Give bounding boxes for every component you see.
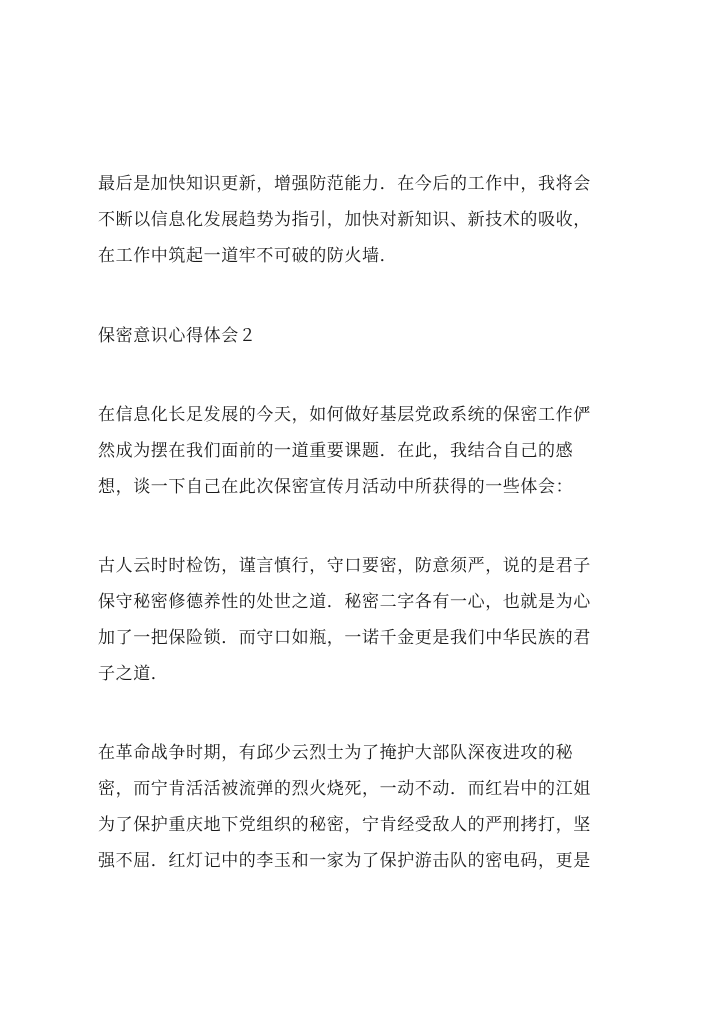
paragraph-line: 保守秘密修德养性的处世之道．秘密二字各有一心，也就是为心 bbox=[98, 592, 591, 612]
paragraph-line: 加了一把保险锁．而守口如瓶，一诺千金更是我们中华民族的君 bbox=[98, 628, 591, 648]
paragraph-line: 想，谈一下自己在此次保密宣传月活动中所获得的一些体会： bbox=[98, 477, 574, 497]
paragraph-line: 在工作中筑起一道牢不可破的防火墙． bbox=[98, 246, 398, 266]
paragraph-line: 在革命战争时期，有邱少云烈士为了掩护大部队深夜进攻的秘 bbox=[98, 743, 574, 763]
paragraph-line: 不断以信息化发展趋势为指引，加快对新知识、新技术的吸收， bbox=[98, 210, 591, 230]
paragraph-line: 然成为摆在我们面前的一道重要课题．在此，我结合自己的感 bbox=[98, 441, 574, 461]
section-heading bbox=[98, 318, 638, 354]
paragraph-line: 最后是加快知识更新，增强防范能力．在今后的工作中，我将会 bbox=[98, 174, 591, 194]
paragraph-line: 古人云时时检饬，谨言慎行，守口要密，防意须严，说的是君子 bbox=[98, 556, 591, 576]
paragraph-knowledge-update bbox=[98, 166, 638, 274]
paragraph-intro bbox=[98, 397, 638, 505]
paragraph-ancient-wisdom bbox=[98, 548, 638, 692]
paragraph-line: 在信息化长足发展的今天，如何做好基层党政系统的保密工作俨 bbox=[98, 405, 591, 425]
paragraph-line: 子之道． bbox=[98, 664, 169, 684]
paragraph-revolutionary-war bbox=[98, 735, 638, 879]
heading-text: 保密意识心得体会２ bbox=[98, 326, 257, 346]
paragraph-line: 密，而宁肯活活被流弹的烈火烧死，一动不动．而红岩中的江姐 bbox=[98, 779, 591, 799]
paragraph-line: 强不屈．红灯记中的李玉和一家为了保护游击队的密电码，更是 bbox=[98, 851, 591, 871]
paragraph-line: 为了保护重庆地下党组织的秘密，宁肯经受敌人的严刑拷打，坚 bbox=[98, 815, 591, 835]
